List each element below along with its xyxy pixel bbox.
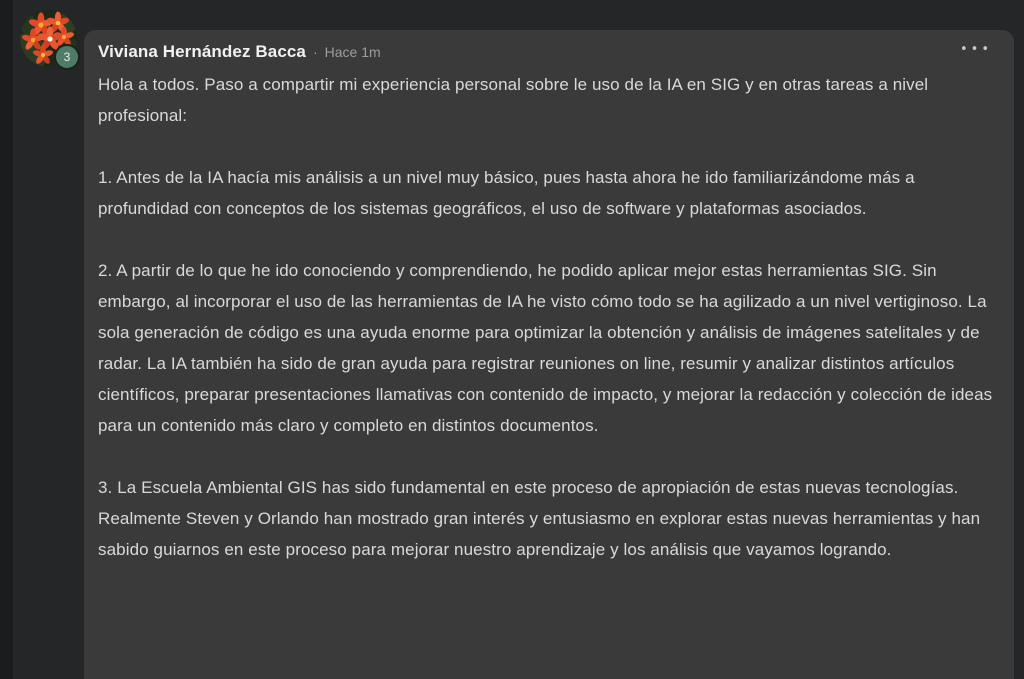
author-avatar-wrap: [20, 10, 77, 67]
timestamp: Hace 1m: [324, 44, 381, 60]
more-options-button[interactable]: [958, 37, 994, 60]
comment-header: [98, 39, 996, 65]
comment-card: [84, 30, 1014, 679]
avatar-count-badge: 3: [54, 44, 80, 70]
comment-paragraph: 3. La Escuela Ambiental GIS has sido fundamental en este proceso de apropiación de estas nuevas tecnologías. Realmente Steven y Orlando han mostrado gran interés y entusiasmo en explorar estas nuevas herramientas y han sabido guiarnos en este proceso para mejorar nuestro aprendizaje y los análisis que vayamos logrando.: [98, 478, 981, 559]
comment-paragraph: 2. A partir de lo que he ido conociendo y comprendiendo, he podido aplicar mejor estas herramientas SIG. Sin embargo, al incorporar el uso de las herramientas de IA he visto cómo todo se ha agilizado a un nivel vertiginoso. La sola generación de código es una ayuda enorme para optimizar la obtención y análisis de imágenes satelitales y de radar. La IA también ha sido de gran ayuda para registrar reuniones on line, resumir y analizar distintos artículos científicos, preparar presentaciones llamativas con contenido de impacto, y mejorar la redacción y colección de ideas para un contenido más claro y completo en distintos documentos.: [98, 261, 993, 435]
comment-paragraph: 1. Antes de la IA hacía mis análisis a un nivel muy básico, pues hasta ahora he ido familiarizándome más a profundidad con conceptos de los sistemas geográficos, el uso de software y plataformas asociados.: [98, 168, 915, 218]
comment-paragraph: Hola a todos. Paso a compartir mi experiencia personal sobre le uso de la IA en SIG y en otras tareas a nivel profesional:: [98, 75, 929, 125]
more-horizontal-icon: •••: [959, 42, 992, 57]
author-name[interactable]: Viviana Hernández Bacca: [98, 42, 306, 61]
left-gutter: [0, 0, 13, 679]
comment-body: [98, 69, 996, 565]
meta-separator: ·: [312, 44, 318, 60]
